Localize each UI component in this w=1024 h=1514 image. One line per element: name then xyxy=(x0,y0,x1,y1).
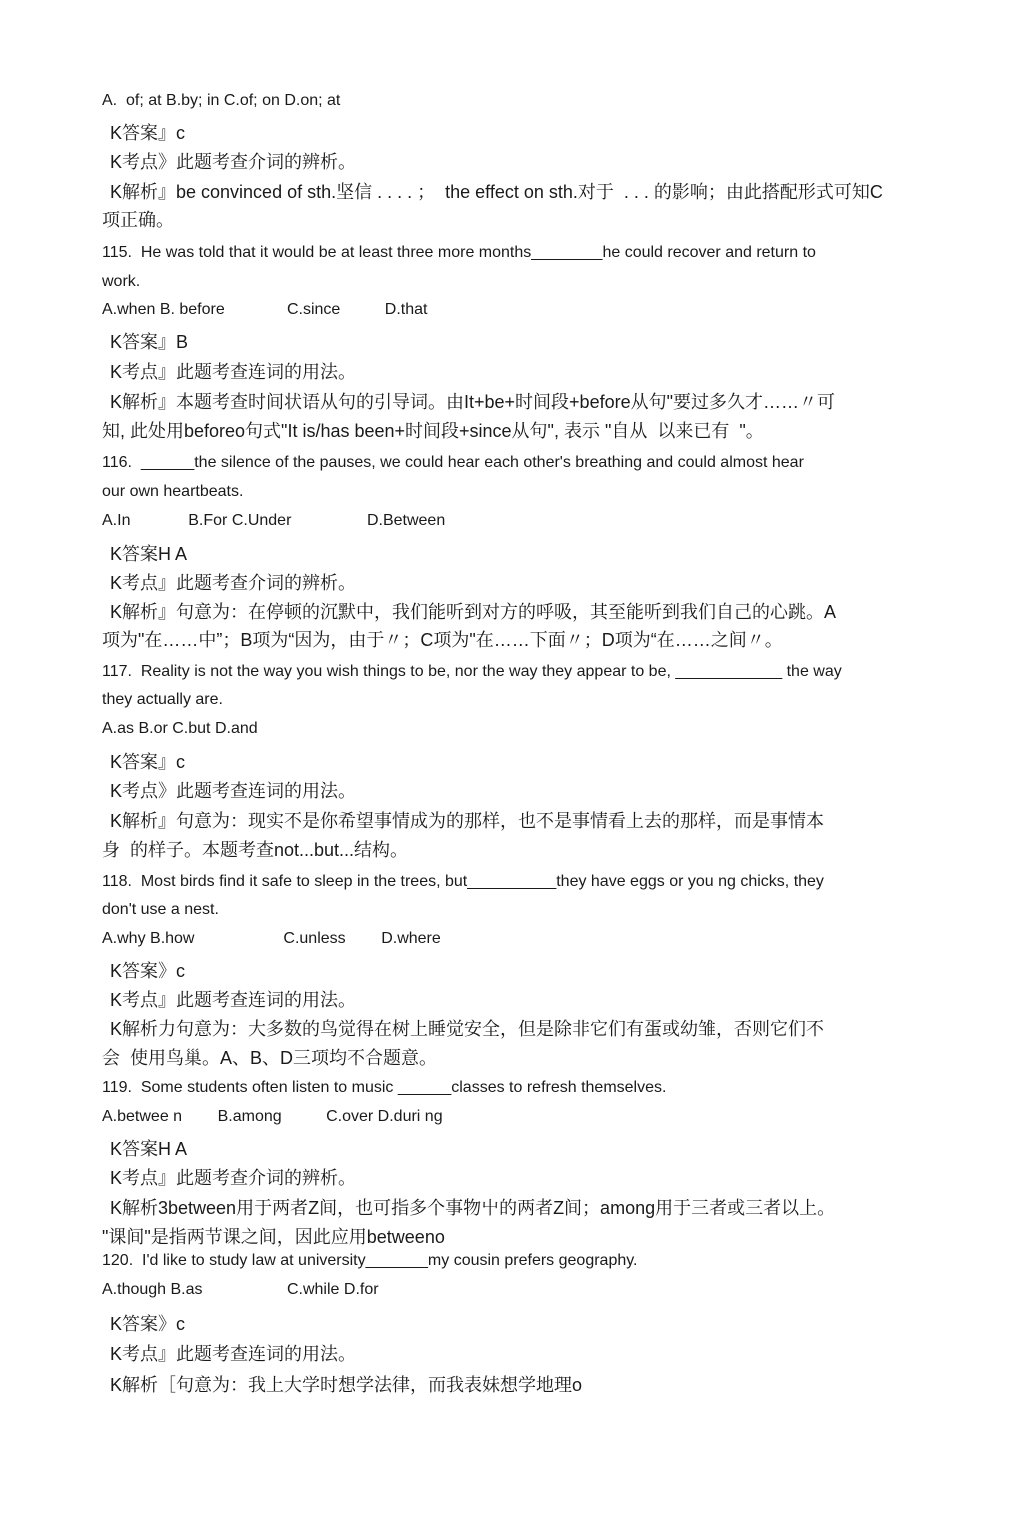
analysis-line: K解析［句意为：我上大学时想学法律，而我表妹想学地理o xyxy=(110,1375,583,1395)
analysis-line: 身 的样子。本题考查not...but...结构。 xyxy=(102,840,409,860)
analysis-line: 项为"在……中”；B项为“因为，由于〃；C项为"在……下面〃；D项为“在……之间〃。 xyxy=(102,630,783,650)
answer-line: K答案》c xyxy=(110,1314,186,1334)
analysis-line: "课间"是指两节课之间，因此应用betweeno xyxy=(102,1227,445,1247)
topic-line: K考点』此题考查连词的用法。 xyxy=(110,990,357,1010)
question-119: 119. Some students often listen to music ______classes to refresh themselves. xyxy=(102,1079,667,1096)
answer-line: K答案》c xyxy=(110,961,186,981)
analysis-line: K解析』本题考查时间状语从句的引导词。由It+be+时间段+before从句"要过多久才……〃可 xyxy=(110,392,835,412)
topic-line: K考点』此题考查介词的辨析。 xyxy=(110,573,357,593)
question-120: 120. I'd like to study law at university_______my cousin prefers geography. xyxy=(102,1252,638,1269)
analysis-line: 知, 此处用beforeo句式"It is/has been+时间段+since从句", 表示 "自从 以来已有 "。 xyxy=(102,421,764,441)
analysis-line: K解析』句意为：现实不是你希望事情成为的那样，也不是事情看上去的那样，而是事情本 xyxy=(110,811,825,831)
options-line: A.when B. before C.since D.that xyxy=(102,301,428,318)
answer-line: K答案』c xyxy=(110,123,186,143)
answer-line: K答案』B xyxy=(110,332,189,352)
analysis-line: 会 使用鸟巢。A、B、D三项均不合题意。 xyxy=(102,1048,438,1068)
analysis-line: 项正确。 xyxy=(102,210,174,230)
question-118: 118. Most birds find it safe to sleep in the trees, but__________they have eggs or you ng chicks, they xyxy=(102,873,824,890)
options-line: A. of; at B.by; in C.of; on D.on; at xyxy=(102,92,341,109)
topic-line: K考点』此题考查介词的辨析。 xyxy=(110,1168,357,1188)
question-text: our own heartbeats. xyxy=(102,483,244,500)
topic-line: K考点』此题考查连词的用法。 xyxy=(110,1344,357,1364)
options-line: A.though B.as C.while D.for xyxy=(102,1281,379,1298)
topic-line: K考点』此题考查连词的用法。 xyxy=(110,362,357,382)
analysis-line: K解析』be convinced of sth.坚信 . . . . ； the effect on sth.对于 . . . 的影响；由此搭配形式可知C xyxy=(110,182,883,202)
question-text: they actually are. xyxy=(102,691,223,708)
options-line: A.why B.how C.unless D.where xyxy=(102,930,441,947)
question-text: don't use a nest. xyxy=(102,901,219,918)
analysis-line: K解析力句意为：大多数的鸟觉得在树上睡觉安全，但是除非它们有蛋或幼雏，否则它们不 xyxy=(110,1019,825,1039)
topic-line: K考点》此题考查介词的辨析。 xyxy=(110,152,357,172)
analysis-line: K解析3between用于两者Z间，也可指多个事物屮的两者Z间；among用于三者或三者以上。 xyxy=(110,1198,836,1218)
question-117: 117. Reality is not the way you wish things to be, nor the way they appear to be, ____________ the way xyxy=(102,663,842,680)
topic-line: K考点》此题考查连词的用法。 xyxy=(110,781,357,801)
options-line: A.In B.For C.Under D.Between xyxy=(102,512,446,529)
options-line: A.as B.or C.but D.and xyxy=(102,720,258,737)
answer-line: K答案H A xyxy=(110,544,188,564)
options-line: A.betwee n B.among C.over D.duri ng xyxy=(102,1108,443,1125)
question-115: 115. He was told that it would be at least three more months________he could recover and return to xyxy=(102,244,816,261)
question-116: 116. ______the silence of the pauses, we could hear each other's breathing and could almost hear xyxy=(102,454,804,471)
question-text: work. xyxy=(102,273,141,290)
answer-line: K答案』c xyxy=(110,752,186,772)
analysis-line: K解析』句意为：在停顿的沉默中，我们能听到对方的呼吸，其至能听到我们自己的心跳。A xyxy=(110,602,837,622)
answer-line: K答案H A xyxy=(110,1139,188,1159)
